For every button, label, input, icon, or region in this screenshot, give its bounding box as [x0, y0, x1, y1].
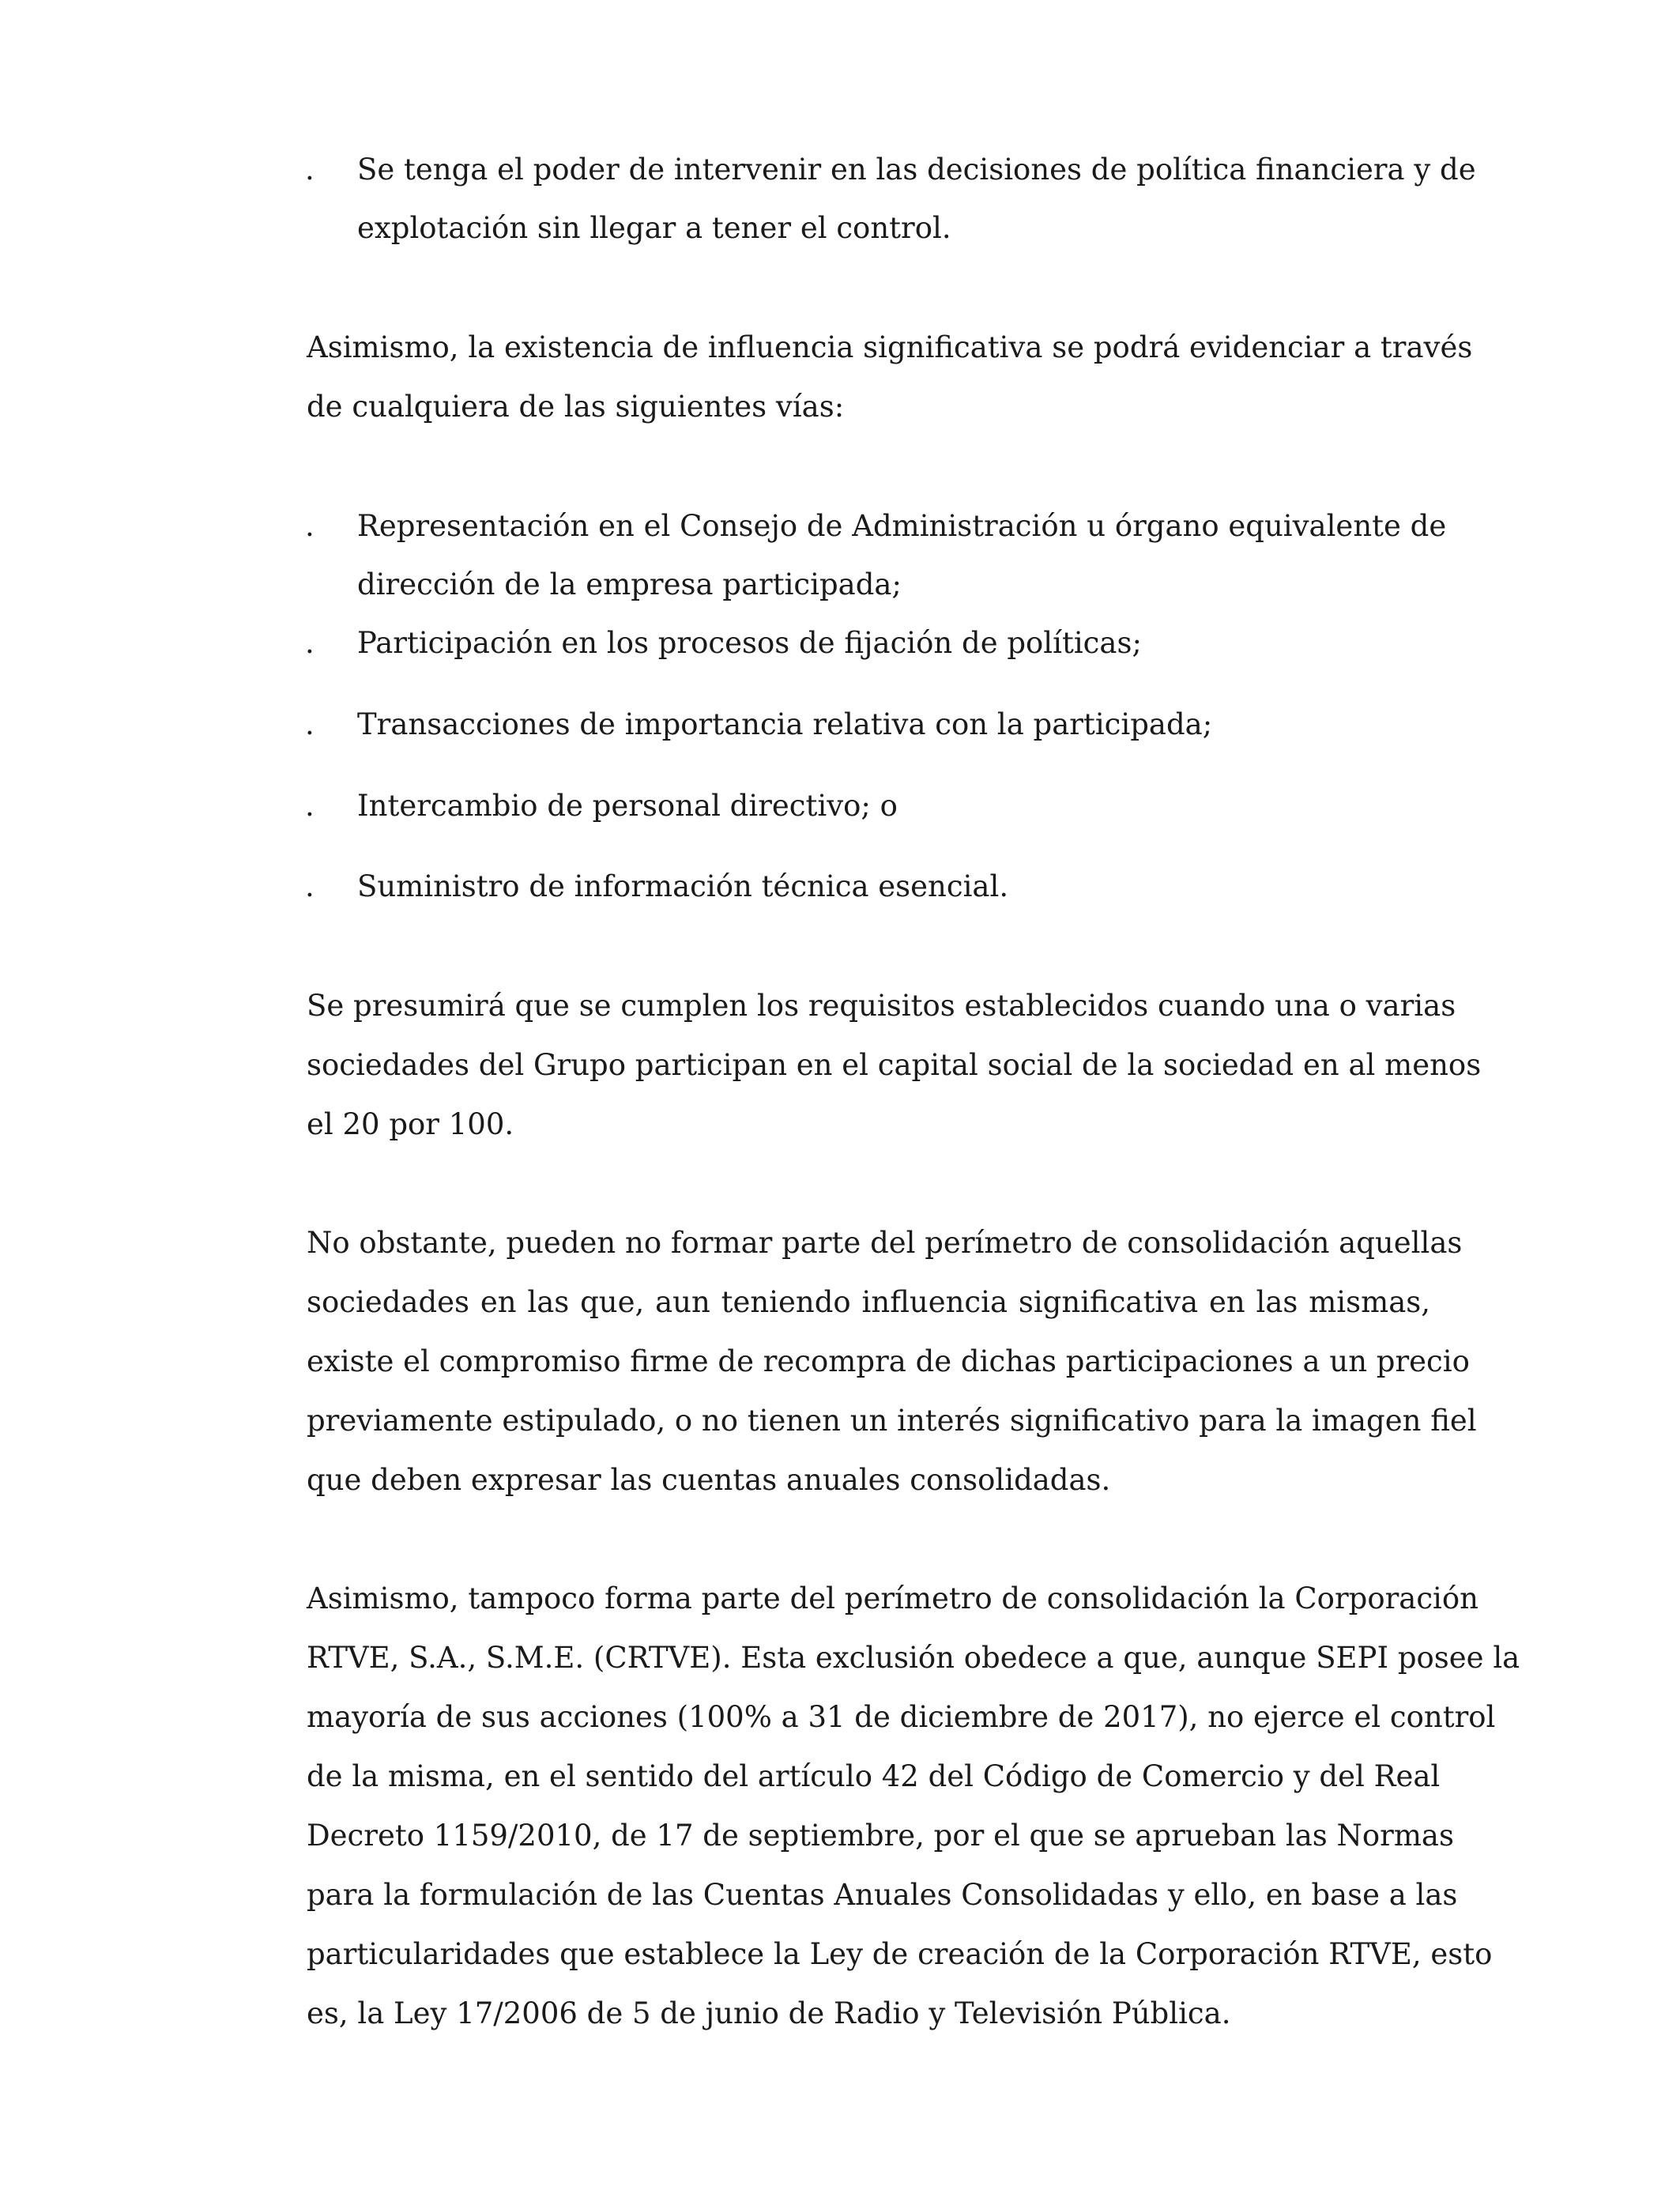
- paragraph-line: sociedades del Grupo participan en el capital social de la sociedad en al menos: [307, 1048, 1482, 1082]
- paragraph-line: sociedades en las que, aun teniendo influencia significativa en las mismas,: [307, 1285, 1430, 1319]
- bullet-text-line: Representación en el Consejo de Administración u órgano equivalente de: [357, 509, 1447, 543]
- paragraph-line: RTVE, S.A., S.M.E. (CRTVE). Esta exclusión obedece a que, aunque SEPI posee la: [307, 1641, 1520, 1675]
- paragraph-line: es, la Ley 17/2006 de 5 de junio de Radio y Televisión Pública.: [307, 1996, 1231, 2030]
- paragraph-line: existe el compromiso firme de recompra de dichas participaciones a un precio: [307, 1344, 1470, 1378]
- paragraph-line: mayoría de sus acciones (100% a 31 de diciembre de 2017), no ejerce el control: [307, 1700, 1496, 1734]
- bullet-marker: .: [305, 153, 315, 187]
- bullet-text-line: Transacciones de importancia relativa con la participada;: [357, 707, 1213, 741]
- bullet-text-line: Se tenga el poder de intervenir en las decisiones de política financiera y de: [357, 153, 1476, 187]
- bullet-text-line: Intercambio de personal directivo; o: [357, 789, 898, 823]
- paragraph-line: el 20 por 100.: [307, 1107, 514, 1141]
- bullet-marker: .: [305, 869, 315, 903]
- paragraph-line: Asimismo, la existencia de influencia significativa se podrá evidenciar a través: [307, 330, 1473, 364]
- bullet-marker: .: [305, 626, 315, 660]
- paragraph-line: de cualquiera de las siguientes vías:: [307, 390, 845, 424]
- paragraph-line: No obstante, pueden no formar parte del perímetro de consolidación aquellas: [307, 1226, 1463, 1260]
- bullet-text-line: Suministro de información técnica esencial.: [357, 869, 1009, 903]
- bullet-marker: .: [305, 509, 315, 543]
- paragraph-line: previamente estipulado, o no tienen un interés significativo para la imagen fiel: [307, 1404, 1477, 1438]
- bullet-text-line: dirección de la empresa participada;: [357, 567, 902, 601]
- paragraph-line: que deben expresar las cuentas anuales consolidadas.: [307, 1463, 1111, 1497]
- paragraph-line: de la misma, en el sentido del artículo 42 del Código de Comercio y del Real: [307, 1759, 1441, 1793]
- paragraph-line: particularidades que establece la Ley de creación de la Corporación RTVE, esto: [307, 1937, 1493, 1971]
- bullet-marker: .: [305, 707, 315, 741]
- bullet-marker: .: [305, 789, 315, 823]
- bullet-text-line: explotación sin llegar a tener el control.: [357, 211, 951, 245]
- paragraph-line: Asimismo, tampoco forma parte del perímetro de consolidación la Corporación: [307, 1581, 1478, 1615]
- paragraph-line: Decreto 1159/2010, de 17 de septiembre, por el que se aprueban las Normas: [307, 1819, 1454, 1853]
- bullet-text-line: Participación en los procesos de fijación de políticas;: [357, 626, 1142, 660]
- paragraph-line: para la formulación de las Cuentas Anuales Consolidadas y ello, en base a las: [307, 1878, 1458, 1912]
- paragraph-line: Se presumirá que se cumplen los requisitos establecidos cuando una o varias: [307, 989, 1456, 1023]
